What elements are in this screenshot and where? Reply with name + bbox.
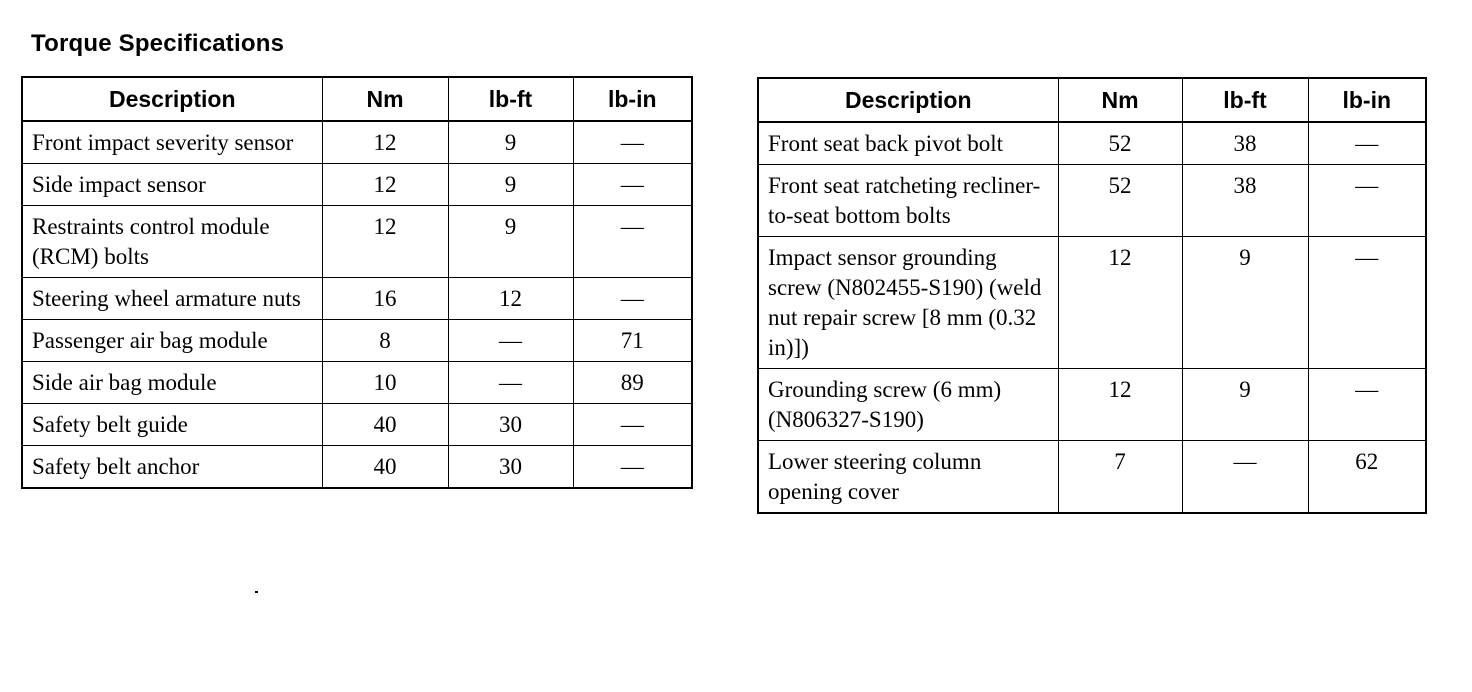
table-header-row (758, 78, 1426, 122)
row-description: Lower steering column opening cover (758, 441, 1058, 514)
row-lb-ft: 30 (448, 446, 573, 489)
row-lb-in: — (1308, 237, 1426, 369)
column-header-lb-in: lb-in (573, 77, 692, 121)
column-header-description: Description (22, 77, 322, 121)
row-nm: 12 (322, 164, 448, 206)
table-row (22, 278, 692, 320)
row-nm: 16 (322, 278, 448, 320)
row-description: Safety belt guide (22, 404, 322, 446)
column-header-nm: Nm (322, 77, 448, 121)
row-lb-in: — (1308, 122, 1426, 165)
table-header-row (22, 77, 692, 121)
row-nm: 12 (322, 121, 448, 164)
row-lb-in: — (573, 164, 692, 206)
table-row (22, 164, 692, 206)
row-lb-in: — (573, 206, 692, 278)
row-description: Impact sensor grounding screw (N802455-S190) (weld nut repair screw [8 mm (0.32 in)]) (758, 237, 1058, 369)
row-lb-ft: 9 (448, 121, 573, 164)
table-row (22, 446, 692, 489)
row-lb-ft: 30 (448, 404, 573, 446)
row-description: Front seat back pivot bolt (758, 122, 1058, 165)
row-description: Grounding screw (6 mm) (N806327-S190) (758, 369, 1058, 441)
table-row (758, 441, 1426, 514)
row-nm: 7 (1058, 441, 1182, 514)
table-row (758, 165, 1426, 237)
table-row (22, 206, 692, 278)
torque-table-right (757, 77, 1427, 514)
row-lb-ft: 12 (448, 278, 573, 320)
table-row (758, 369, 1426, 441)
row-nm: 40 (322, 404, 448, 446)
row-lb-ft: 38 (1182, 165, 1308, 237)
row-description: Side air bag module (22, 362, 322, 404)
row-lb-ft: 9 (448, 164, 573, 206)
row-description: Passenger air bag module (22, 320, 322, 362)
row-lb-ft: 9 (448, 206, 573, 278)
row-description: Steering wheel armature nuts (22, 278, 322, 320)
row-lb-ft: 38 (1182, 122, 1308, 165)
row-lb-in: — (573, 121, 692, 164)
row-lb-in: 71 (573, 320, 692, 362)
column-header-lb-ft: lb-ft (448, 77, 573, 121)
table-row (22, 320, 692, 362)
row-nm: 12 (1058, 237, 1182, 369)
table-row (22, 121, 692, 164)
row-lb-in: — (573, 404, 692, 446)
column-header-description: Description (758, 78, 1058, 122)
column-header-lb-ft: lb-ft (1182, 78, 1308, 122)
row-lb-in: — (1308, 369, 1426, 441)
row-nm: 12 (322, 206, 448, 278)
column-header-nm: Nm (1058, 78, 1182, 122)
row-lb-in: — (1308, 165, 1426, 237)
row-lb-ft: 9 (1182, 369, 1308, 441)
row-lb-in: 62 (1308, 441, 1426, 514)
row-lb-in: — (573, 446, 692, 489)
row-description: Front impact severity sensor (22, 121, 322, 164)
table-row (758, 237, 1426, 369)
row-nm: 40 (322, 446, 448, 489)
torque-table-left (21, 76, 693, 489)
table-row (22, 404, 692, 446)
row-description: Safety belt anchor (22, 446, 322, 489)
row-description: Restraints control module (RCM) bolts (22, 206, 322, 278)
row-lb-ft: — (1182, 441, 1308, 514)
row-lb-ft: 9 (1182, 237, 1308, 369)
row-lb-ft: — (448, 320, 573, 362)
table-row (758, 122, 1426, 165)
row-nm: 52 (1058, 165, 1182, 237)
table-row (22, 362, 692, 404)
row-nm: 10 (322, 362, 448, 404)
row-lb-in: — (573, 278, 692, 320)
row-lb-ft: — (448, 362, 573, 404)
row-lb-in: 89 (573, 362, 692, 404)
page-title: Torque Specifications (31, 30, 285, 57)
row-description: Side impact sensor (22, 164, 322, 206)
row-description: Front seat ratcheting recliner-to-seat bottom bolts (758, 165, 1058, 237)
row-nm: 8 (322, 320, 448, 362)
row-nm: 12 (1058, 369, 1182, 441)
row-nm: 52 (1058, 122, 1182, 165)
stray-mark (255, 591, 258, 593)
column-header-lb-in: lb-in (1308, 78, 1426, 122)
